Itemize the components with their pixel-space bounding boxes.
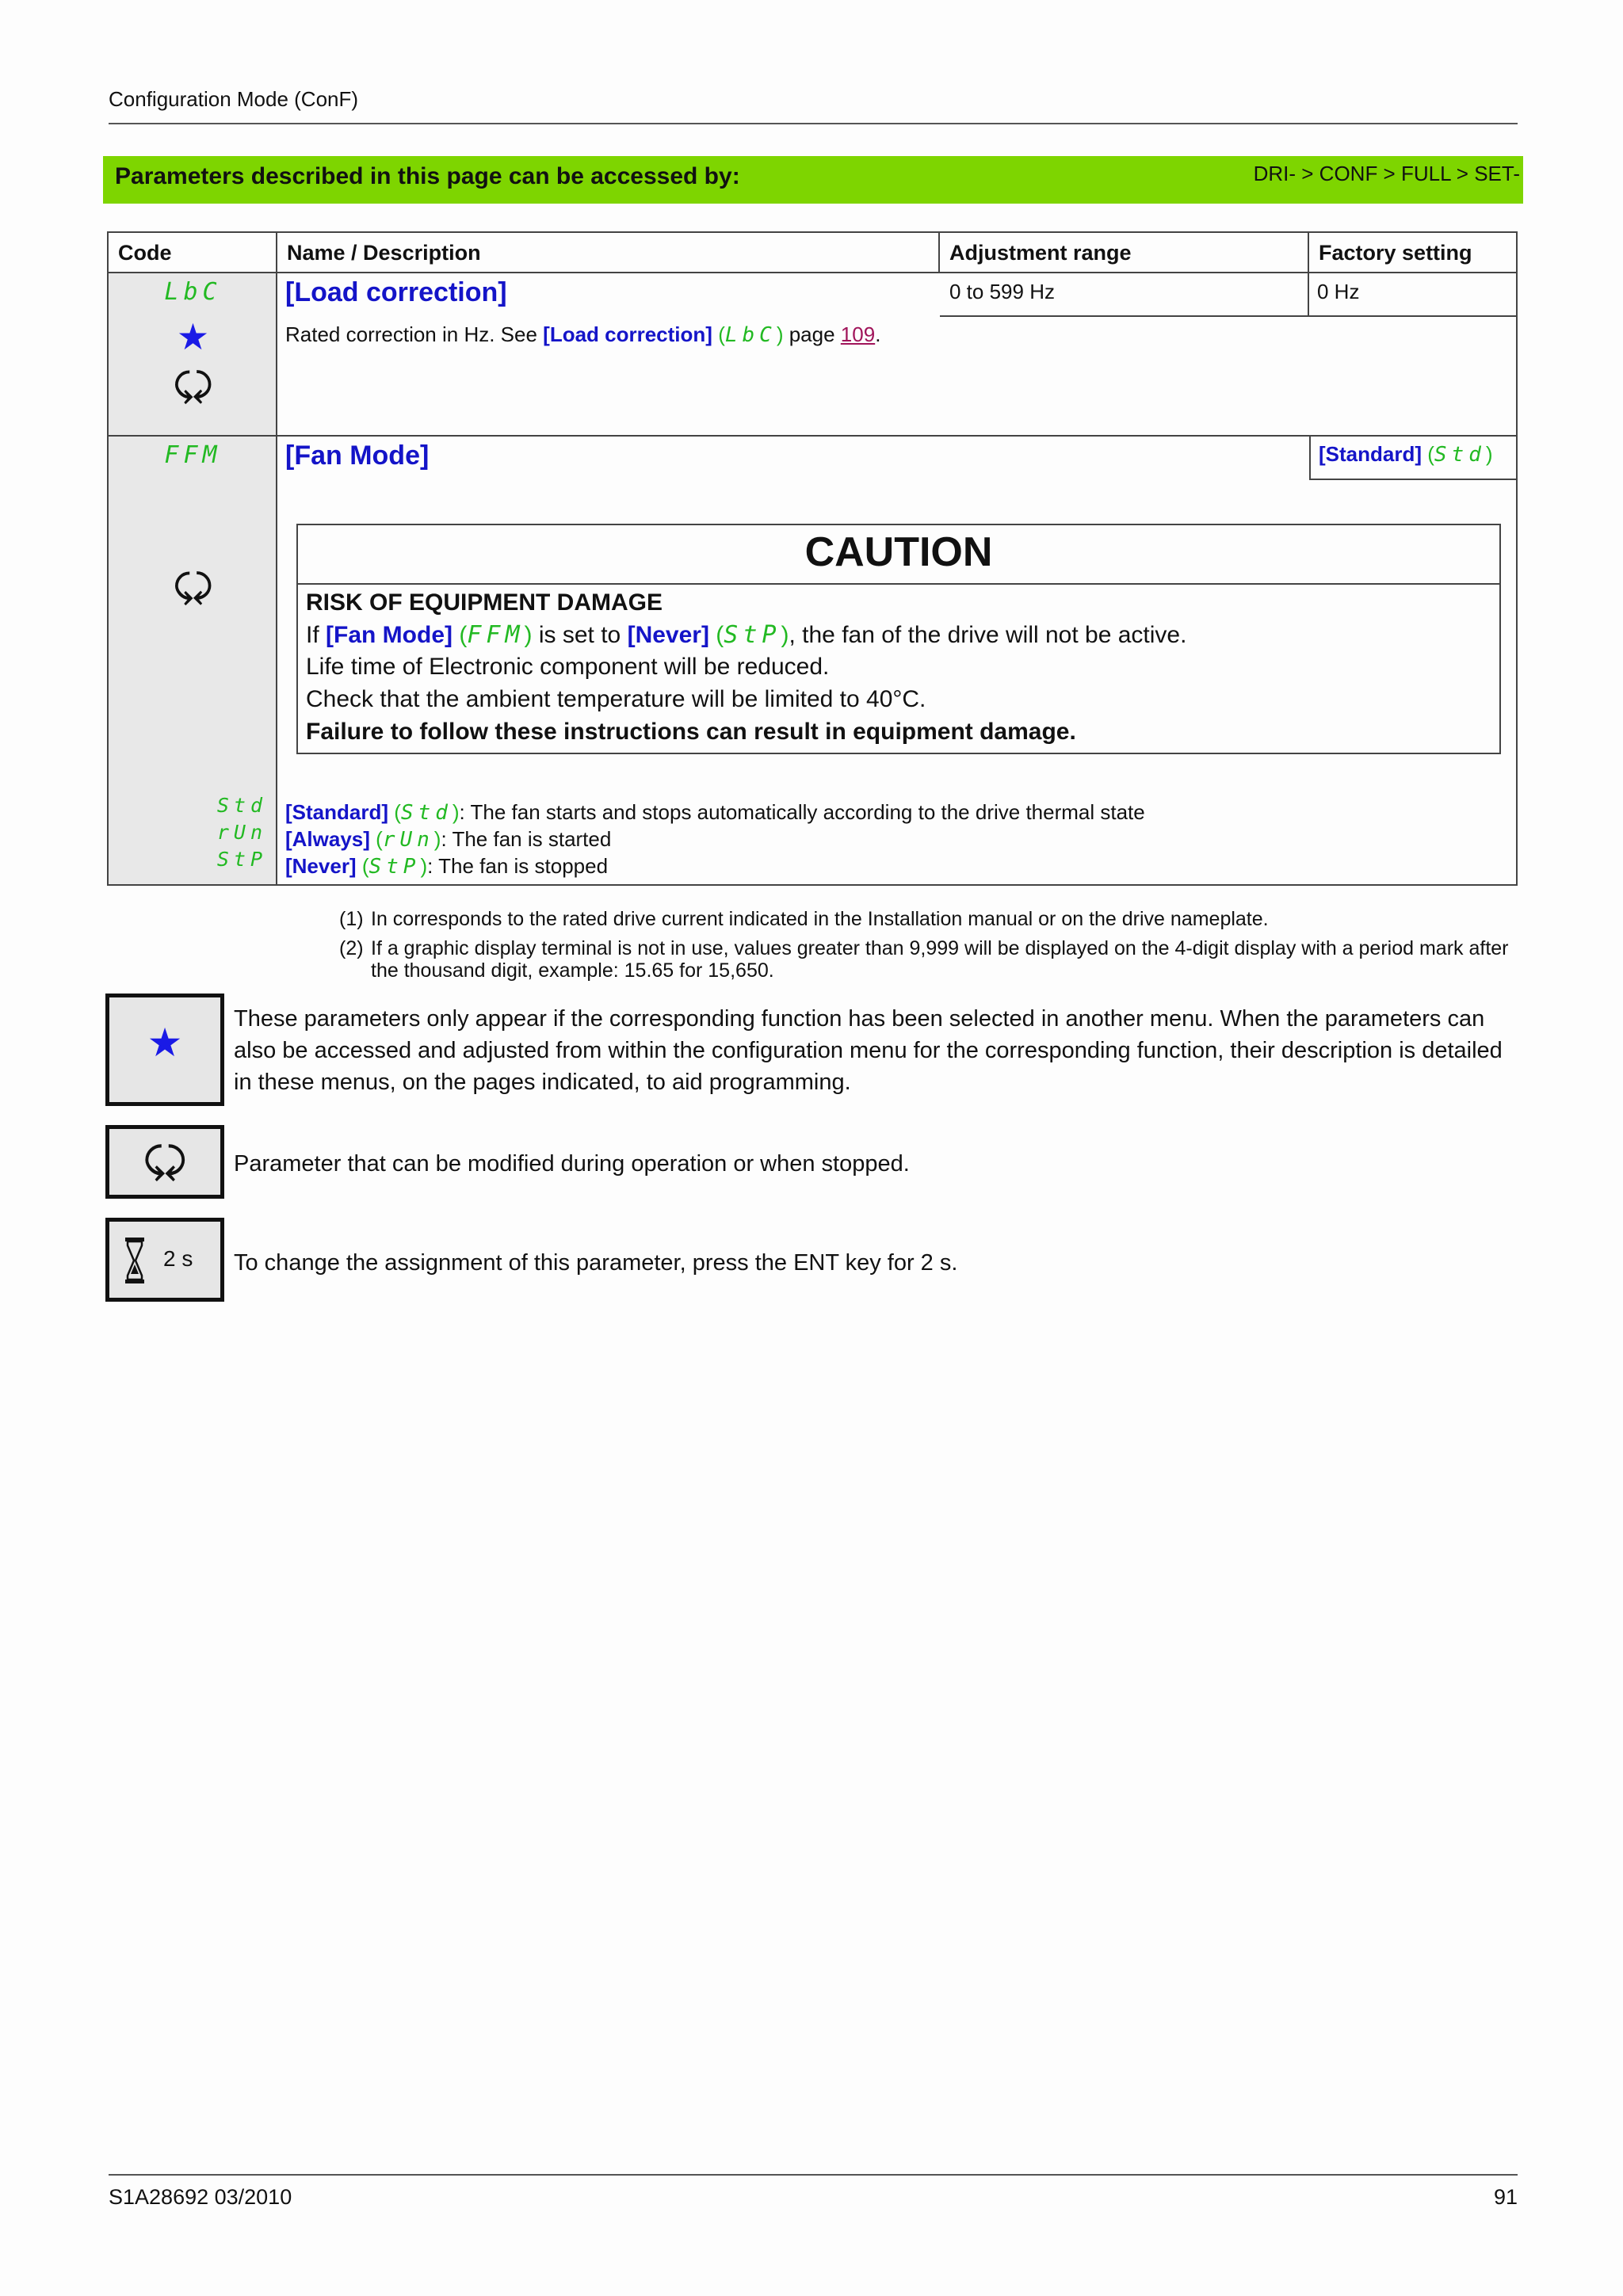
option-label: [Standard] bbox=[285, 800, 388, 824]
factory-load-correction: 0 Hz bbox=[1309, 273, 1516, 317]
range-load-correction: 0 to 599 Hz bbox=[940, 273, 1309, 317]
legend-cycle-box bbox=[105, 1125, 224, 1199]
desc-end: . bbox=[875, 322, 881, 346]
option-code-std: Std bbox=[216, 794, 267, 817]
option-label: [Never] bbox=[285, 854, 357, 878]
code-ffm: FFM bbox=[164, 441, 222, 469]
code-cell-fan-mode bbox=[109, 437, 277, 884]
caution-line-1: If [Fan Mode] (FFM) is set to [Never] (StP), the fan of the drive will not be active. bbox=[306, 621, 1187, 649]
header-code: Code bbox=[109, 233, 277, 273]
access-banner bbox=[103, 156, 1523, 204]
caution-risk: RISK OF EQUIPMENT DAMAGE bbox=[306, 589, 663, 616]
footnote-text: In corresponds to the rated drive current indicated in the Installation manual or on the drive nameplate. bbox=[371, 908, 1269, 930]
option-desc: : The fan is stopped bbox=[427, 854, 609, 878]
caution-value-code: StP bbox=[724, 621, 781, 649]
caution-line-4: Failure to follow these instructions can result in equipment damage. bbox=[306, 719, 1076, 745]
header-rule bbox=[109, 123, 1518, 124]
code-cell-load-correction bbox=[109, 273, 277, 437]
footnote-text: If a graphic display terminal is not in use, values greater than 9,999 will be displayed on the 4-digit display with a period mark after the thousand digit, example: 15.65 for 15,650. bbox=[371, 937, 1509, 982]
document-reference: S1A28692 03/2010 bbox=[109, 2185, 292, 2209]
desc-param-ref: [Load correction] bbox=[543, 322, 712, 346]
factory-code: Std bbox=[1434, 443, 1486, 467]
menu-path: DRI- > CONF > FULL > SET- bbox=[1253, 162, 1520, 185]
star-icon: ★ bbox=[147, 1020, 183, 1065]
header-adjustment-range: Adjustment range bbox=[940, 233, 1309, 273]
header-name-description: Name / Description bbox=[277, 233, 940, 273]
page-link[interactable]: 109 bbox=[840, 322, 876, 346]
option-code: StP bbox=[369, 855, 421, 879]
option-label: [Always] bbox=[285, 827, 370, 851]
option-desc: : The fan is started bbox=[441, 827, 612, 851]
option-desc: : The fan starts and stops automatically according to the drive thermal state bbox=[459, 800, 1145, 824]
factory-label: [Standard] bbox=[1319, 442, 1422, 466]
caution-line-2: Life time of Electronic component will be reduced. bbox=[306, 654, 830, 680]
caution-title: CAUTION bbox=[298, 525, 1499, 585]
header-factory-setting: Factory setting bbox=[1309, 233, 1516, 273]
option-stp: [Never] (StP): The fan is stopped bbox=[285, 854, 609, 879]
star-icon: ★ bbox=[176, 316, 210, 357]
access-banner-title: Parameters described in this page can be accessed by: bbox=[115, 163, 740, 189]
caution-box bbox=[296, 524, 1501, 754]
caution-line-3: Check that the ambient temperature will be limited to 40°C. bbox=[306, 686, 926, 712]
option-code-stp: StP bbox=[216, 848, 267, 871]
cycle-icon: ⤹⤸ bbox=[174, 570, 212, 605]
legend-star-box bbox=[105, 994, 224, 1106]
caution-text: is set to bbox=[532, 622, 628, 648]
footnote-number: (1) bbox=[339, 908, 364, 930]
desc-text: Rated correction in Hz. See bbox=[285, 322, 544, 346]
caution-value: [Never] bbox=[627, 622, 709, 648]
factory-fan-mode: [Standard] (Std) bbox=[1309, 437, 1516, 480]
code-lbc: LbC bbox=[164, 278, 222, 306]
hourglass-icon bbox=[124, 1238, 146, 1283]
hold-label: 2 s bbox=[163, 1246, 193, 1271]
caution-text: If bbox=[306, 622, 327, 648]
running-header: Configuration Mode (ConF) bbox=[109, 87, 359, 111]
legend-hold-text: To change the assignment of this parameter, press the ENT key for 2 s. bbox=[234, 1250, 958, 1276]
footer-rule bbox=[109, 2174, 1518, 2176]
param-title-fan-mode: [Fan Mode] bbox=[285, 441, 430, 471]
option-run: [Always] (rUn): The fan is started bbox=[285, 827, 612, 852]
option-code: Std bbox=[400, 801, 453, 825]
cycle-icon: ⤹⤸ bbox=[143, 1142, 186, 1180]
page-number: 91 bbox=[1493, 2185, 1518, 2209]
legend-hold-box bbox=[105, 1218, 224, 1302]
caution-param: [Fan Mode] bbox=[326, 622, 453, 648]
desc-load-correction bbox=[285, 322, 880, 347]
caution-param-code: FFM bbox=[467, 621, 525, 649]
paren-close: ) bbox=[776, 322, 784, 346]
legend-cycle-text: Parameter that can be modified during operation or when stopped. bbox=[234, 1151, 910, 1177]
option-code-run: rUn bbox=[216, 821, 267, 844]
footnote-number: (2) bbox=[339, 937, 364, 959]
legend-star-text: These parameters only appear if the corresponding function has been selected in another menu. When the parameters can also be accessed and adjusted from within the configuration menu for the corresponding function, their description is detailed in these menus, on the pages indicated, to aid programming. bbox=[234, 1006, 1503, 1095]
paren-open: ( bbox=[718, 322, 725, 346]
desc-code: LbC bbox=[724, 323, 777, 347]
desc-page-word: page bbox=[783, 322, 841, 346]
cycle-icon: ⤹⤸ bbox=[174, 368, 212, 403]
option-code: rUn bbox=[382, 828, 434, 852]
parameter-table bbox=[107, 231, 1518, 886]
caution-text: , the fan of the drive will not be active. bbox=[789, 622, 1187, 648]
option-std: [Standard] (Std): The fan starts and stops automatically according to the drive thermal state bbox=[285, 800, 1145, 825]
param-title-load-correction: [Load correction] bbox=[285, 277, 507, 307]
